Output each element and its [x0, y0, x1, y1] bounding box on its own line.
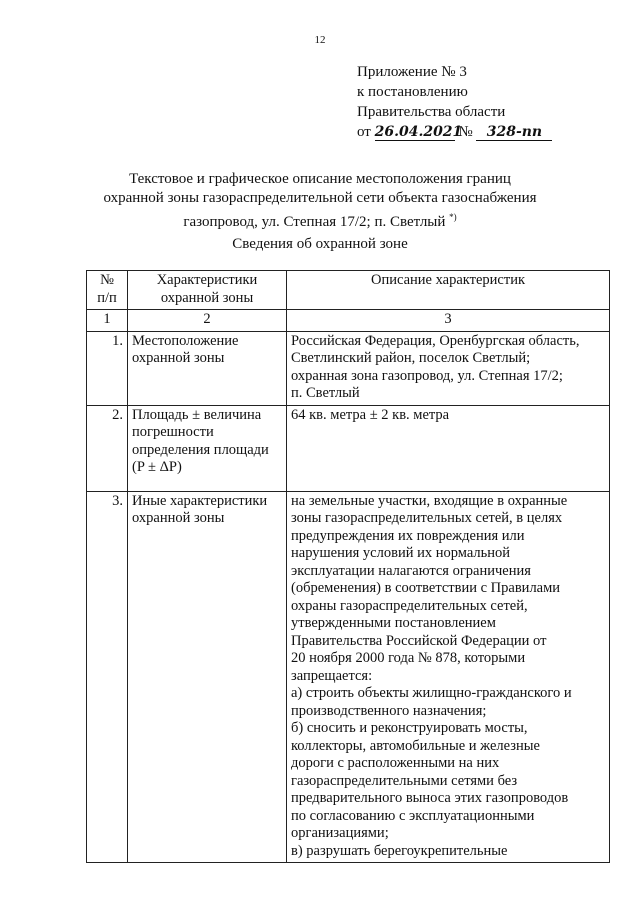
- title-line-1: Текстовое и графическое описание местоположения границ: [129, 171, 511, 187]
- text-line: (P ± ΔP): [132, 459, 182, 475]
- text-line: б) сносить и реконструировать мосты,: [291, 720, 528, 736]
- text-line: организациями;: [291, 825, 389, 841]
- header-char-line-2: охранной зоны: [160, 289, 254, 306]
- title-line-3: [100, 208, 540, 232]
- header-num-line-1: №: [100, 272, 114, 288]
- text-line: в) разрушать берегоукрепительные: [291, 842, 508, 859]
- appendix-line-3: Правительства области: [357, 104, 506, 120]
- text-line: определения площади: [132, 441, 269, 458]
- handwritten-date: 26.04.2021: [374, 124, 463, 140]
- text-line: по согласованию с эксплуатационными: [291, 807, 535, 824]
- text-line: погрешности: [132, 424, 214, 440]
- text-line: Площадь ± величина: [132, 406, 262, 423]
- text-line: эксплуатации налагаются ограничения: [291, 562, 531, 579]
- document-title: [100, 170, 540, 232]
- text-line: запрещается:: [291, 667, 373, 684]
- number-label: №: [458, 124, 473, 140]
- row-characteristic: [128, 405, 287, 491]
- row-number: 2.: [87, 405, 128, 491]
- text-line: охраны газораспределительных сетей,: [291, 597, 528, 614]
- appendix-block: [357, 62, 552, 142]
- header-characteristics: [128, 271, 287, 310]
- title-line-2: охранной зоны газораспределительной сети объекта газоснабжения: [103, 190, 537, 206]
- from-label: от: [357, 124, 371, 140]
- text-line: (обременения) в соответствии с Правилами: [291, 580, 561, 596]
- text-line: охранной зоны: [132, 350, 225, 366]
- footnote-mark: *): [449, 212, 457, 222]
- table-index-row: [87, 310, 610, 332]
- table-row: [87, 491, 610, 863]
- index-cell: 2: [128, 310, 287, 332]
- header-num-line-2: п/п: [97, 289, 117, 306]
- title-line-3-text: газопровод, ул. Степная 17/2; п. Светлый: [183, 214, 446, 230]
- header-description: Описание характеристик: [287, 271, 610, 310]
- row-description: [287, 491, 610, 863]
- row-number: 1.: [87, 331, 128, 405]
- text-line: 20 ноября 2000 года № 878, которыми: [291, 650, 526, 666]
- text-line: охранной зоны: [132, 510, 225, 526]
- text-line: а) строить объекты жилищно-гражданского и: [291, 685, 572, 701]
- header-char-line-1: Характеристики: [156, 272, 258, 288]
- text-line: предварительного выноса этих газопроводов: [291, 790, 569, 806]
- text-line: зоны газораспределительных сетей, в целях: [291, 510, 563, 526]
- appendix-date-line: [357, 122, 552, 142]
- text-line: Светлинский район, поселок Светлый;: [291, 350, 531, 366]
- text-line: производственного назначения;: [291, 702, 487, 719]
- row-characteristic: [128, 331, 287, 405]
- text-line: охранная зона газопровод, ул. Степная 17/2;: [291, 367, 563, 384]
- text-line: Российская Федерация, Оренбургская область,: [291, 332, 580, 349]
- text-line: утвержденными постановлением: [291, 615, 496, 631]
- text-line: предупреждения их повреждения или: [291, 527, 525, 544]
- appendix-title: Приложение № 3: [357, 64, 467, 80]
- row-characteristic: [128, 491, 287, 863]
- zone-info-table: [86, 270, 610, 863]
- row-description: [287, 331, 610, 405]
- text-line: нарушения условий их нормальной: [291, 545, 511, 561]
- index-cell: 1: [87, 310, 128, 332]
- text-line: 64 кв. метра ± 2 кв. метра: [291, 406, 450, 423]
- handwritten-number: 328-пп: [476, 124, 552, 141]
- index-cell: 3: [287, 310, 610, 332]
- page-number: 12: [314, 34, 326, 46]
- row-description: [287, 405, 610, 491]
- text-line: газораспределительными сетями без: [291, 772, 518, 789]
- text-line: Местоположение: [132, 332, 239, 349]
- table-row: [87, 405, 610, 491]
- table-header-row: [87, 271, 610, 310]
- text-line: на земельные участки, входящие в охранные: [291, 492, 568, 509]
- appendix-line-2: к постановлению: [357, 84, 468, 100]
- row-number: 3.: [87, 491, 128, 863]
- header-num: [87, 271, 128, 310]
- text-line: Иные характеристики: [132, 492, 268, 509]
- text-line: Правительства Российской Федерации от: [291, 632, 547, 649]
- text-line: коллекторы, автомобильные и железные: [291, 737, 540, 754]
- text-line: п. Светлый: [291, 385, 360, 401]
- table-row: [87, 331, 610, 405]
- section-subtitle: Сведения об охранной зоне: [232, 236, 408, 252]
- text-line: дороги с расположенными на них: [291, 755, 500, 771]
